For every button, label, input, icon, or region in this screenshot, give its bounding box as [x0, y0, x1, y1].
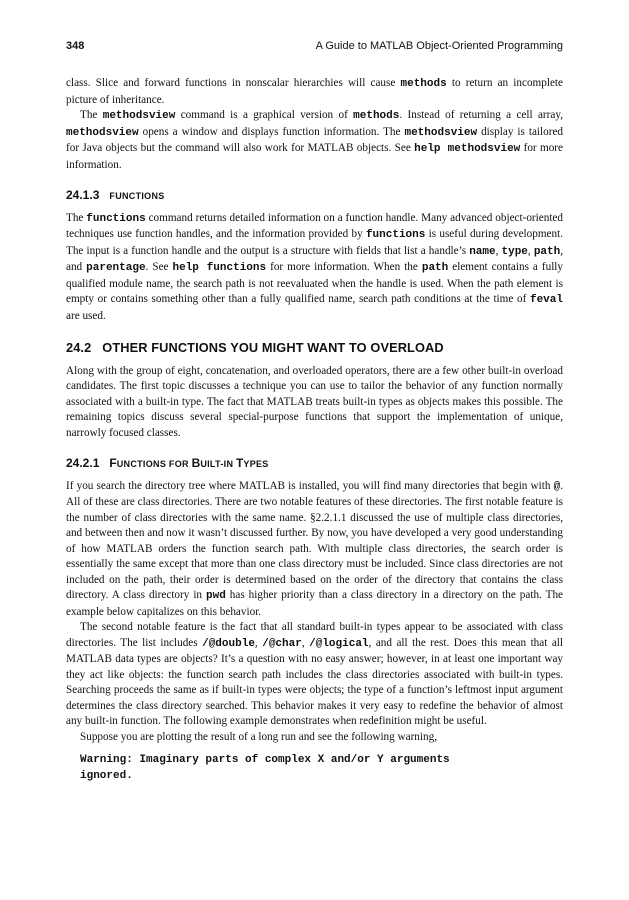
section-heading-24-2: 24.2 OTHER FUNCTIONS YOU MIGHT WANT TO OVERLOAD [66, 340, 444, 355]
code-block [80, 753, 563, 784]
book-page [66, 40, 563, 784]
code-line: ignored. [80, 769, 133, 782]
section-heading-24-1-3: 24.1.3 FUNCTIONS [66, 188, 165, 202]
paragraph: If you search the directory tree where MATLAB is installed, you will find many directories that begin with @. All of these are class directories. There are two notable features of these directories. The first notable feature is the number of class directories with the same name. §2.2.1.1 discussed the use of multiple class directories, and between then and now it wasn’t discussed further. By now, you have developed a very good understanding of how MATLAB orders the function search path. With multiple class directories, the search order is essentially the same except that more than one class directory must be included. Since class directories are not included on the path, their order is determined based on the order of the directory that contains the class directory. A class directory in pwd has higher priority than a class directory in a directory on the path. The example below capitalizes on this behavior. [66, 479, 563, 618]
running-header [66, 40, 563, 58]
section-heading-24-2-1: 24.2.1 FUNCTIONS FOR BUILT-IN TYPES [66, 456, 269, 470]
paragraph: Along with the group of eight, concatenation, and overloaded operators, there are a few other built-in overload candidates. The first topic discusses a technique you can use to tailor the behavior of any function normally associated with a built-in type. The fact that MATLAB treats built-in types as objects makes this possible. The remaining topics discuss several special-purpose functions that support the implementation of unique, narrowly focused classes. [66, 364, 563, 439]
paragraph: The methodsview command is a graphical version of methods. Instead of returning a cell array, methodsview opens a window and displays function information. The methodsview display is tailored for Java objects but the command will also work for MATLAB objects. See help methodsview for more information. [66, 109, 563, 171]
page-body [66, 76, 563, 784]
running-title: A Guide to MATLAB Object-Oriented Programming [315, 40, 563, 52]
paragraph: class. Slice and forward functions in nonscalar hierarchies will cause methods to return an incomplete picture of inheritance. [66, 77, 563, 106]
paragraph: The functions command returns detailed information on a function handle. Many advanced object-oriented techniques use function handles, and the information provided by functions is useful during development. The input is a function handle and the output is a structure with fields that list a handle’s name, type, path, and parentage. See help functions for more information. When the path element contains a fully qualified module name, the search path is not reevaluated when the handle is used. When the path element is empty or contains something other than a fully qualified name, search path conditions at the time of feval are used. [66, 211, 564, 322]
paragraph: The second notable feature is the fact that all standard built-in types appear to be associated with class directories. The list includes /@double, /@char, /@logical, and all the rest. Does this mean that all MATLAB data types are objects? It’s a question with no easy answer; however, in at least one important way they act like objects: the function search path includes the class directories associated with built-in types. Searching proceeds the same as if built-in types were objects; the type of a function’s leftmost input argument determines the class directory searched. This behavior makes it very easy to redefine the behavior of almost any built-in function. The following example demonstrates when redefinition might be useful. [66, 621, 564, 727]
paragraph: Suppose you are plotting the result of a long run and see the following warning, [80, 730, 437, 743]
page-number: 348 [66, 40, 85, 52]
code-line: Warning: Imaginary parts of complex X and/or Y arguments [80, 754, 450, 766]
